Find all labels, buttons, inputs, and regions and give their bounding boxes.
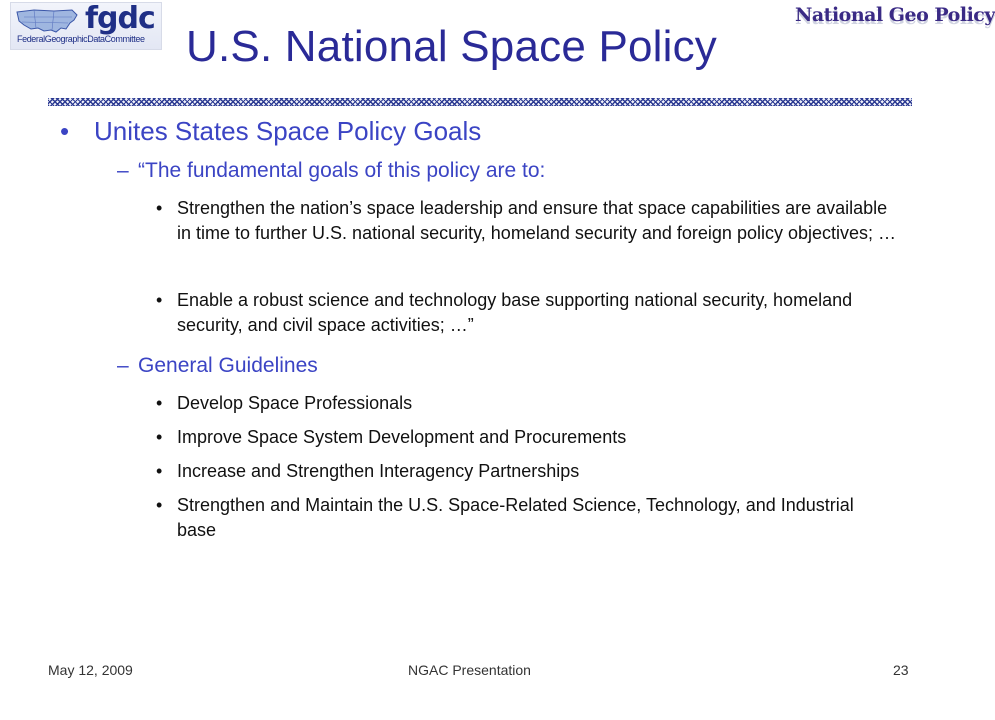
dash-marker: –	[117, 159, 129, 182]
footer-date: May 12, 2009	[48, 662, 133, 678]
footer-page-number: 23	[893, 662, 909, 678]
bullet-marker: •	[156, 198, 163, 218]
bullet-text: Unites States Space Policy Goals	[94, 116, 482, 146]
guideline-item	[156, 425, 896, 450]
national-geo-policy-logo: National Geo Policy	[795, 4, 995, 26]
bullet-marker: •	[156, 290, 163, 310]
guideline-item	[156, 391, 896, 416]
goal-item-text: Enable a robust science and technology base supporting national security, homeland security, and civil space activities; …”	[177, 290, 853, 335]
bullet-marker: •	[156, 427, 163, 447]
guideline-item-text: Develop Space Professionals	[177, 393, 413, 413]
footer-presentation-title: NGAC Presentation	[408, 662, 531, 678]
guideline-item-text: Strengthen and Maintain the U.S. Space-Related Science, Technology, and Industrial base	[177, 495, 854, 540]
subbullet-text: “The fundamental goals of this policy are to:	[138, 159, 546, 182]
goal-item-text: Strengthen the nation’s space leadership and ensure that space capabilities are available in time to further U.S. national security, homeland security and foreign policy objectives; …	[177, 198, 897, 243]
bullet-marker: •	[156, 461, 163, 481]
bullet-marker: •	[156, 495, 163, 515]
goal-item	[156, 196, 896, 246]
guideline-item-text: Improve Space System Development and Procurements	[177, 427, 627, 447]
fgdc-logo-text: fgdc	[85, 1, 155, 36]
fgdc-logo-subtitle: FederalGeographicDataCommittee	[17, 34, 145, 44]
slide-title: U.S. National Space Policy	[186, 22, 718, 71]
guideline-item-text: Increase and Strengthen Interagency Partnerships	[177, 461, 580, 481]
goal-item	[156, 288, 896, 338]
guideline-item	[156, 459, 896, 484]
subbullet-text: General Guidelines	[138, 354, 318, 377]
bullet-marker: •	[60, 116, 70, 146]
bullet-marker: •	[156, 393, 163, 413]
guideline-item	[156, 493, 896, 543]
dash-marker: –	[117, 354, 129, 377]
